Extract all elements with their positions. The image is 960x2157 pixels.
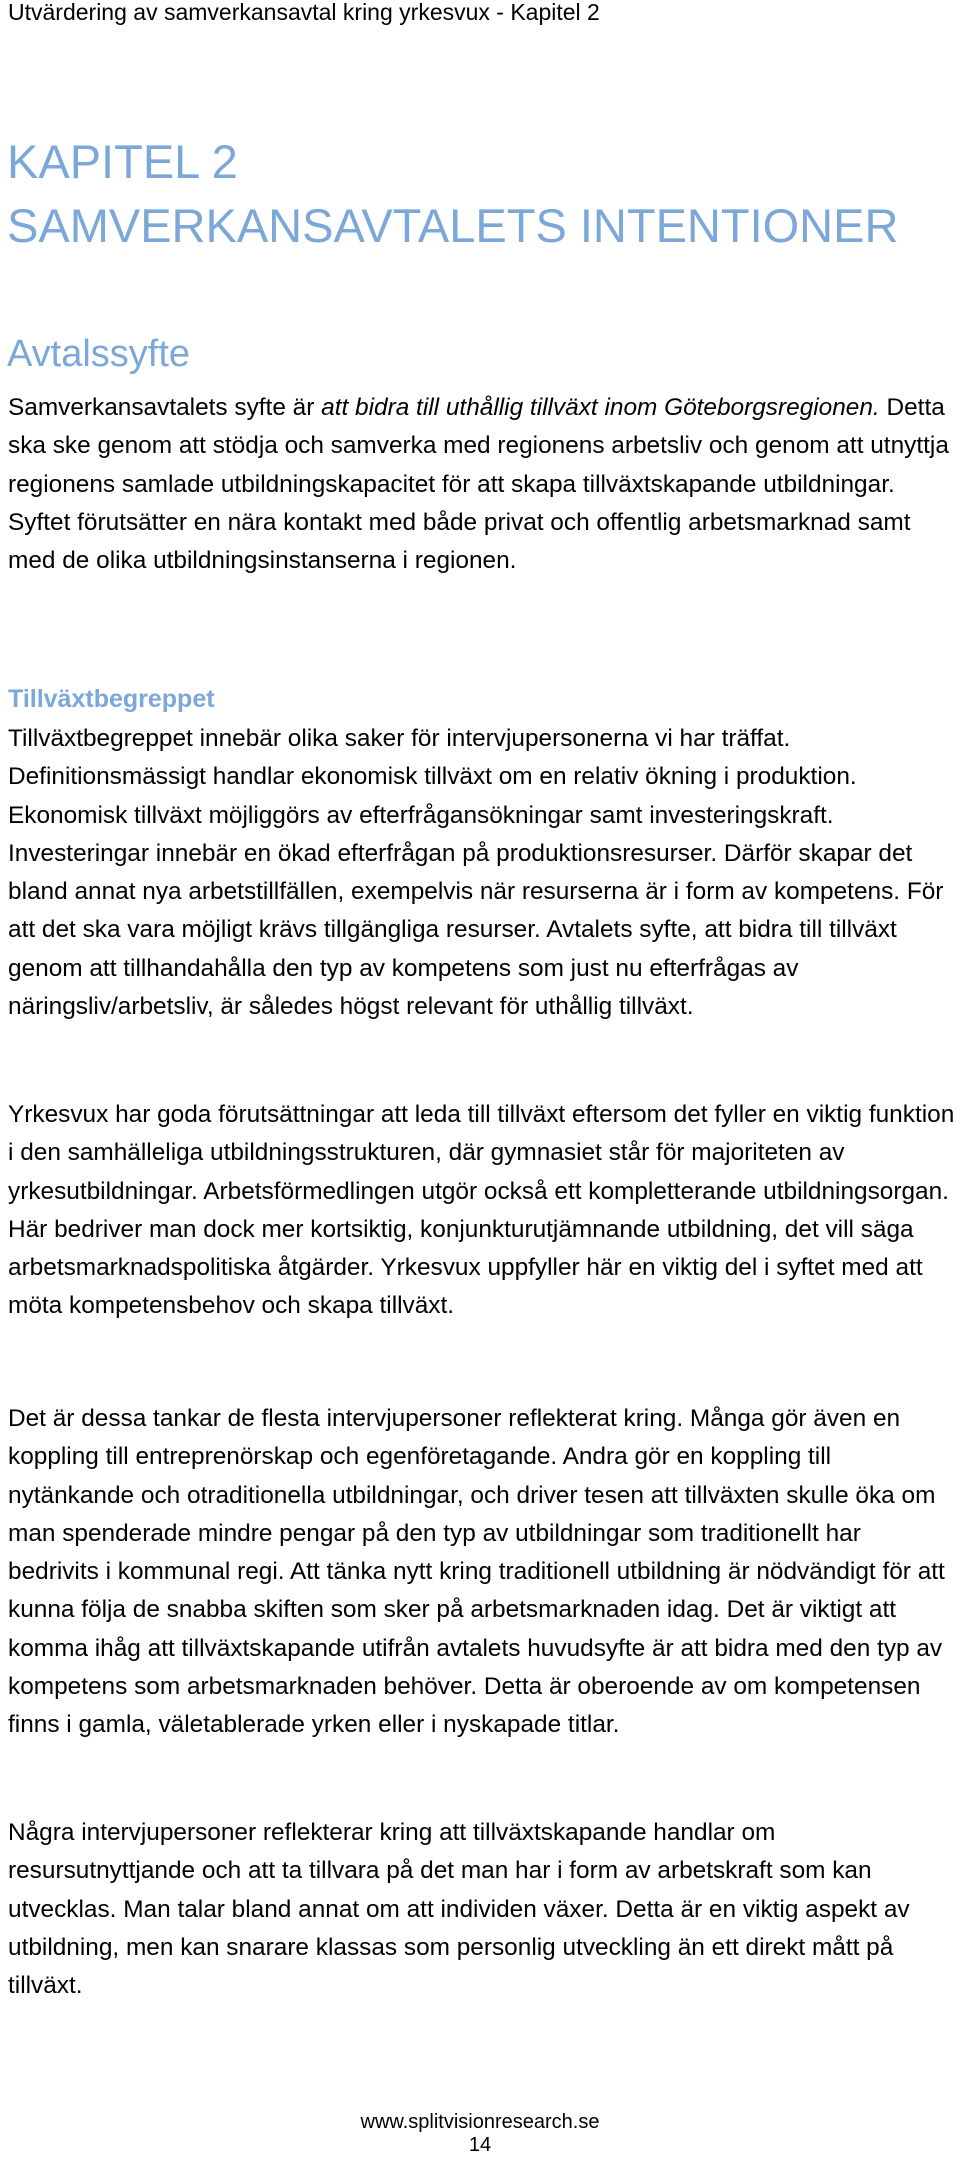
page-number: 14 [468, 2134, 492, 2156]
paragraph: Några intervjupersoner reflekterar kring att tillväxtskapande handlar om resursutnyttjande och att ta tillvara på det man har i form av arbetskraft som kan utvecklas. Man talar bland annat om att individen växer. Detta är en viktig aspekt av utbildning, men kan snarare klassas som personlig utveckling än ett direkt mått på tillväxt. [8, 1819, 910, 2000]
avtalssyfte-rest: Detta ska ske genom att stödja och samverka med regionens arbetsliv och genom att utnyttja regionens samlade utbildningskapacitet för att skapa tillväxtskapande utbildningar. Syftet förutsätter en nära kontakt med både privat och offentlig arbetsmarknad samt med de olika utbildningsinstanserna i regionen. [8, 394, 949, 575]
paragraph-avtalssyfte [8, 389, 956, 580]
chapter-name: SAMVERKANSAVTALETS INTENTIONER [7, 199, 899, 252]
avtalssyfte-emphasis: att bidra till uthållig tillväxt inom Göteborgsregionen. [321, 394, 880, 421]
chapter-title [7, 130, 947, 258]
section-heading-avtalssyfte: Avtalssyfte [7, 333, 191, 375]
running-header: Utvärdering av samverkansavtal kring yrkesvux - Kapitel 2 [8, 0, 600, 25]
paragraph: Tillväxtbegreppet innebär olika saker för intervjupersonerna vi har träffat. Definitionsmässigt handlar ekonomisk tillväxt om en relativ ökning i produktion. Ekonomisk tillväxt möjliggörs av efterfrågansökningar samt investeringskraft. Investeringar innebär en ökad efterfrågan på produktionsresurser. Därför skapar det bland annat nya arbetstillfällen, exempelvis när resurserna är i form av kompetens. För att det ska vara möjligt krävs tillgängliga resurser. Avtalets syfte, att bidra till tillväxt genom att tillhandahålla den typ av kompetens som just nu efterfrågas av näringsliv/arbetsliv, är således högst relevant för uthållig tillväxt. [8, 725, 944, 1021]
chapter-number: KAPITEL 2 [7, 135, 238, 188]
paragraph: Det är dessa tankar de flesta intervjupersoner reflekterat kring. Många gör även en koppling till entreprenörskap och egenföretagande. Andra gör en koppling till nytänkande och otraditionella utbildningar, och driver tesen att tillväxten skulle öka om man spenderade mindre pengar på den typ av utbildningar som traditionellt har bedrivits i kommunal regi. Att tänka nytt kring traditionell utbildning är nödvändigt för att kunna följa de snabba skiften som sker på arbetsmarknaden idag. Det är viktigt att komma ihåg att tillväxtskapande utifrån avtalets huvudsyfte är att bidra med den typ av kompetens som arbetsmarknaden behöver. Detta är oberoende av om kompetensen finns i gamla, väletablerade yrken eller i nyskapade titlar. [8, 1405, 945, 1739]
paragraph: Yrkesvux har goda förutsättningar att leda till tillväxt eftersom det fyller en viktig funktion i den samhälleliga utbildningsstrukturen, där gymnasiet står för majoriteten av yrkesutbildningar. Arbetsförmedlingen utgör också ett kompletterande utbildningsorgan. Här bedriver man dock mer kortsiktig, konjunkturutjämnande utbildning, det vill säga arbetsmarknadspolitiska åtgärder. Yrkesvux uppfyller här en viktig del i syftet med att möta kompetensbehov och skapa tillväxt. [8, 1101, 955, 1320]
section-heading-tillvaxtbegreppet: Tillväxtbegreppet [8, 685, 215, 713]
footer-url[interactable]: www.splitvisionresearch.se [360, 2111, 600, 2133]
avtalssyfte-lead: Samverkansavtalets syfte är [8, 394, 322, 421]
